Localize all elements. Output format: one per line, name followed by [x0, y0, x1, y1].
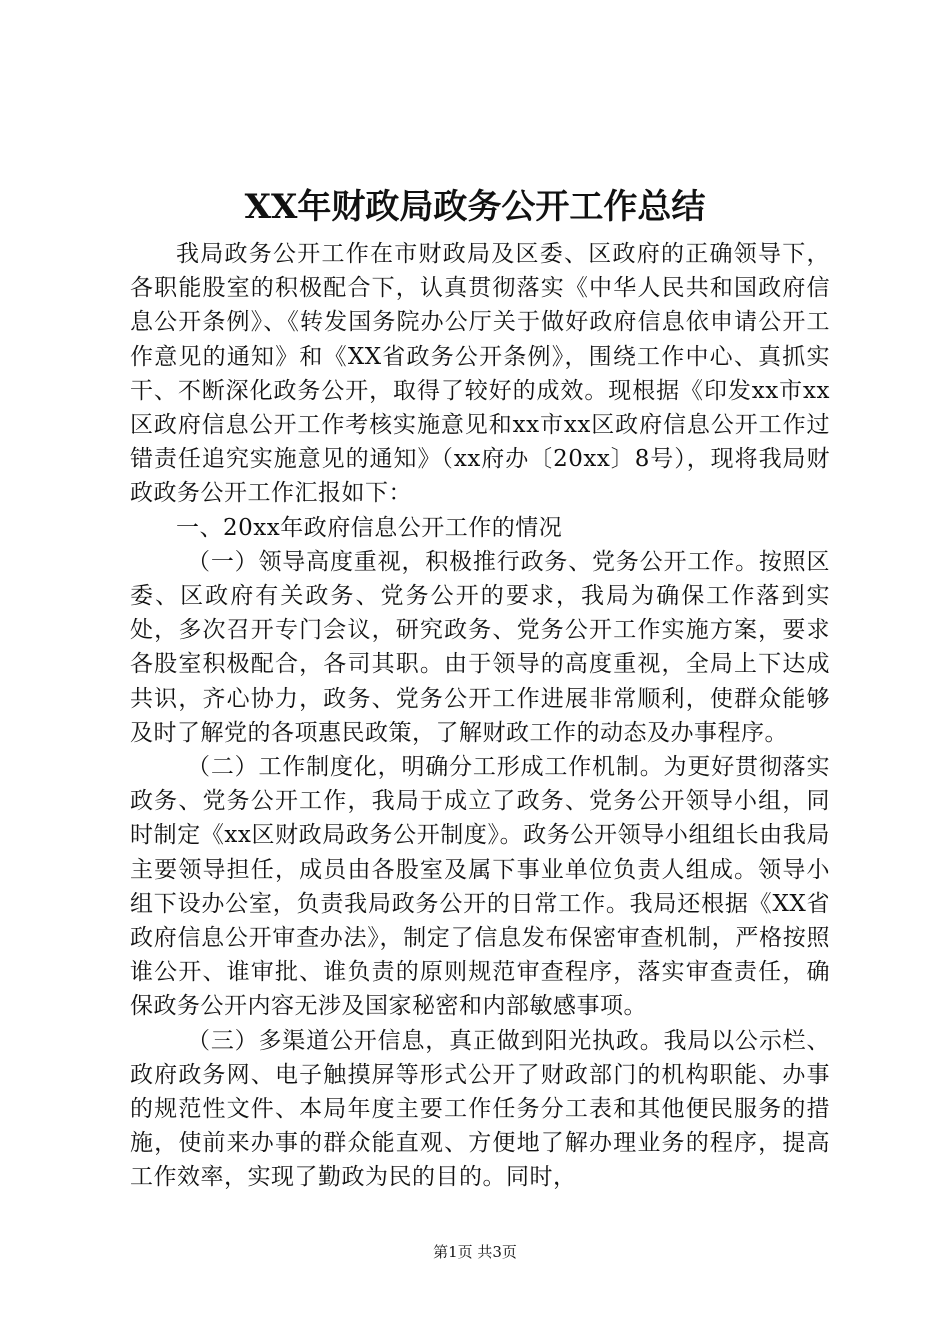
subsection-paragraph-1: （一）领导高度重视，积极推行政务、党务公开工作。按照区委、区政府有关政务、党务公开的要求，我局为确保工作落到实处，多次召开专门会议，研究政务、党务公开工作实施方案，要求各股室积极配合，各司其职。由于领导的高度重视，全局上下达成共识，齐心协力，政务、党务公开工作进展非常顺利，使群众能够及时了解党的各项惠民政策，了解财政工作的动态及办事程序。 — [130, 548, 830, 746]
subsection-paragraph-3: （三）多渠道公开信息，真正做到阳光执政。我局以公示栏、政府政务网、电子触摸屏等形式公开了财政部门的机构职能、办事的规范性文件、本局年度主要工作任务分工表和其他便民服务的措施，使前来办事的群众能直观、方便地了解办理业务的程序，提高工作效率，实现了勤政为民的目的。同时， — [130, 1027, 830, 1191]
document-body — [130, 237, 830, 1195]
section-heading: 一、20xx年政府信息公开工作的情况 — [176, 514, 563, 541]
page-footer: 第1页 共3页 — [433, 1243, 517, 1261]
subsection-paragraph-2: （二）工作制度化，明确分工形成工作机制。为更好贯彻落实政务、党务公开工作，我局于成立了政务、党务公开领导小组，同时制定《xx区财政局政务公开制度》。政务公开领导小组组长由我局主要领导担任，成员由各股室及属下事业单位负责人组成。领导小组下设办公室，负责我局政务公开的日常工作。我局还根据《XX省政府信息公开审查办法》，制定了信息发布保密审查机制，严格按照谁公开、谁审批、谁负责的原则规范审查程序，落实审查责任，确保政务公开内容无涉及国家秘密和内部敏感事项。 — [130, 754, 830, 1020]
document-title: XX年财政局政务公开工作总结 — [244, 187, 706, 227]
intro-paragraph: 我局政务公开工作在市财政局及区委、区政府的正确领导下，各职能股室的积极配合下，认真贯彻落实《中华人民共和国政府信息公开条例》、《转发国务院办公厅关于做好政府信息依申请公开工作意见的通知》和《XX省政务公开条例》，围绕工作中心、真抓实干、不断深化政务公开，取得了较好的成效。现根据《印发xx市xx区政府信息公开工作考核实施意见和xx市xx区政府信息公开工作过错责任追究实施意见的通知》（xx府办〔20xx〕8号），现将我局财政政务公开工作汇报如下： — [130, 241, 830, 507]
